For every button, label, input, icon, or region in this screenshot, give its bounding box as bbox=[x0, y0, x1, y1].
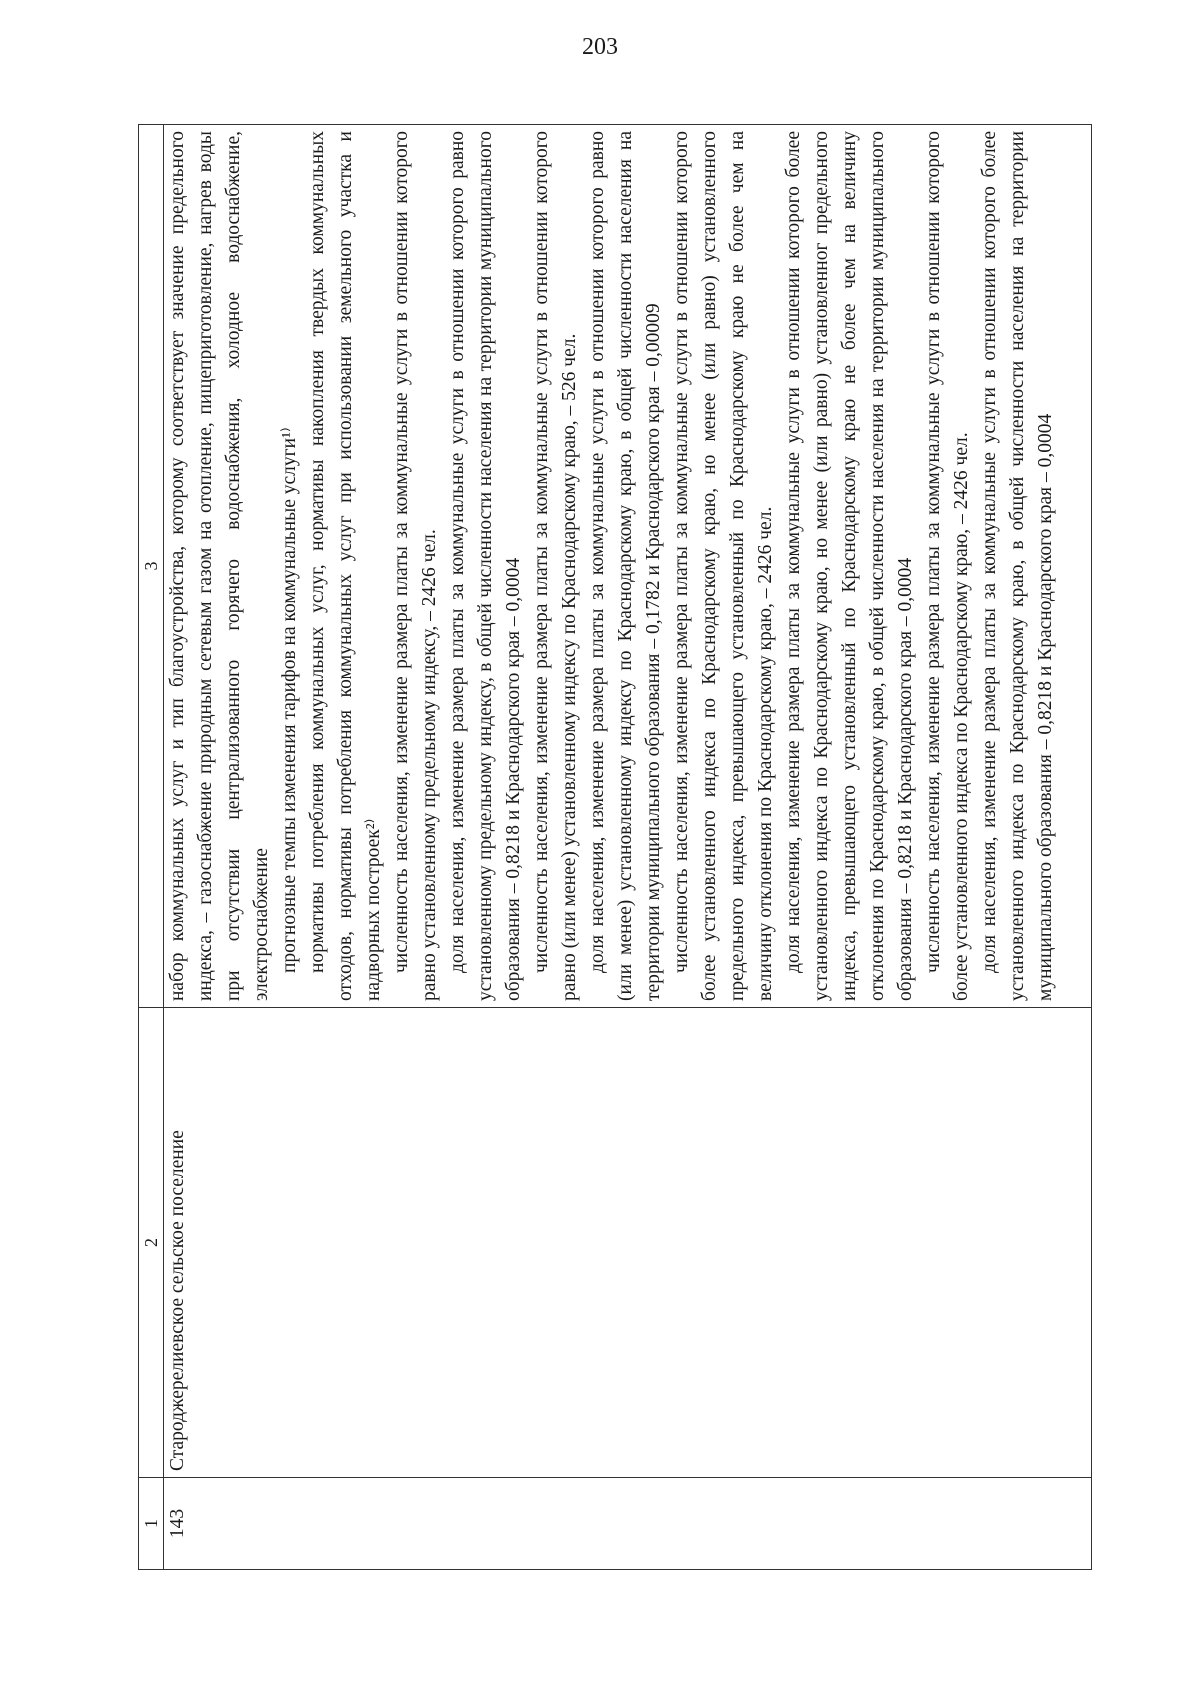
paragraph-share-above-index: доля населения, изменение размера платы за коммунальные услуги в отношении которого более установленного индекса по Краснодарскому краю, в общей численности населения на территории муниципального образования – 0,8218 и Краснодарского края – 0,0004 bbox=[979, 131, 1056, 1001]
settlement-name: Староджерелиевское сельское поселение bbox=[164, 1008, 1092, 1478]
table-header-row bbox=[139, 125, 164, 1570]
header-cell-3: 3 bbox=[139, 125, 164, 1008]
paragraph-share-equal-limit: доля населения, изменение размера платы за коммунальные услуги в отношении которого равно установленному предельному индексу, в общей численности населения на территории муниципального образования – 0,8218 и Краснодарского края – 0,0004 bbox=[447, 131, 524, 1001]
page-number: 203 bbox=[582, 34, 618, 60]
row-number: 143 bbox=[164, 1478, 1092, 1570]
paragraph-population-above-index: численность населения, изменение размера платы за коммунальные услуги в отношении которого более установленного индекса по Краснодарскому краю, – 2426 чел. bbox=[923, 131, 972, 1001]
paragraph-consumption-norms: нормативы потребления коммунальных услуг, нормативы накопления твердых коммунальных отходов, нормативы потребления коммунальных услуг при использовании земельного участка и надворных построек²⁾ bbox=[307, 131, 384, 1001]
rotated-table-frame bbox=[138, 125, 1092, 1570]
paragraph-share-within-deviation: доля населения, изменение размера платы за коммунальные услуги в отношении которого более установленного индекса по Краснодарскому краю, но менее (или равно) установленног предельного индекса, превышающего установленный по Краснодарскому краю не более чем на величину отклонения по Краснодарскому краю, в общей численности населения на территории муниципального образования – 0,8218 и Краснодарского края – 0,0004 bbox=[783, 131, 916, 1001]
paragraph-population-equal-limit: численность населения, изменение размера платы за коммунальные услуги в отношении которого равно установленному предельному индексу, – 2426 чел. bbox=[391, 131, 440, 1001]
indicators-text bbox=[164, 125, 1092, 1008]
rotated-table-area bbox=[138, 125, 1092, 1570]
paragraph-share-regional-index: доля населения, изменение размера платы за коммунальные услуги в отношении которого равно (или менее) установленному индексу по Краснодарскому краю, в общей численности населения на территории муниципального образования – 0,1782 и Краснодарского края – 0,00009 bbox=[587, 131, 664, 1001]
paragraph-services-set: набор коммунальных услуг и тип благоустройства, которому соответствует значение предельного индекса, – газоснабжение природным сетевым газом на отопление, пищеприготовление, нагрев воды при отсутствии централизованного горячего водоснабжения, холодное водоснабжение, электроснабжение bbox=[167, 131, 272, 1001]
paragraph-tariff-rates: прогнозные темпы изменения тарифов на коммунальные услуги¹⁾ bbox=[279, 427, 300, 973]
header-cell-2: 2 bbox=[139, 1008, 164, 1478]
paragraph-population-regional-index: численность населения, изменение размера платы за коммунальные услуги в отношении которого равно (или менее) установленному индексу по Краснодарскому краю, – 526 чел. bbox=[531, 131, 580, 1001]
header-cell-1: 1 bbox=[139, 1478, 164, 1570]
table-row bbox=[164, 125, 1092, 1570]
data-table bbox=[138, 124, 1092, 1570]
paragraph-population-within-deviation: численность населения, изменение размера платы за коммунальные услуги в отношении которого более установленного индекса по Краснодарскому краю, но менее (или равно) установленного предельного индекса, превышающего установленный по Краснодарскому краю не более чем на величину отклонения по Краснодарскому краю, – 2426 чел. bbox=[671, 131, 776, 1001]
